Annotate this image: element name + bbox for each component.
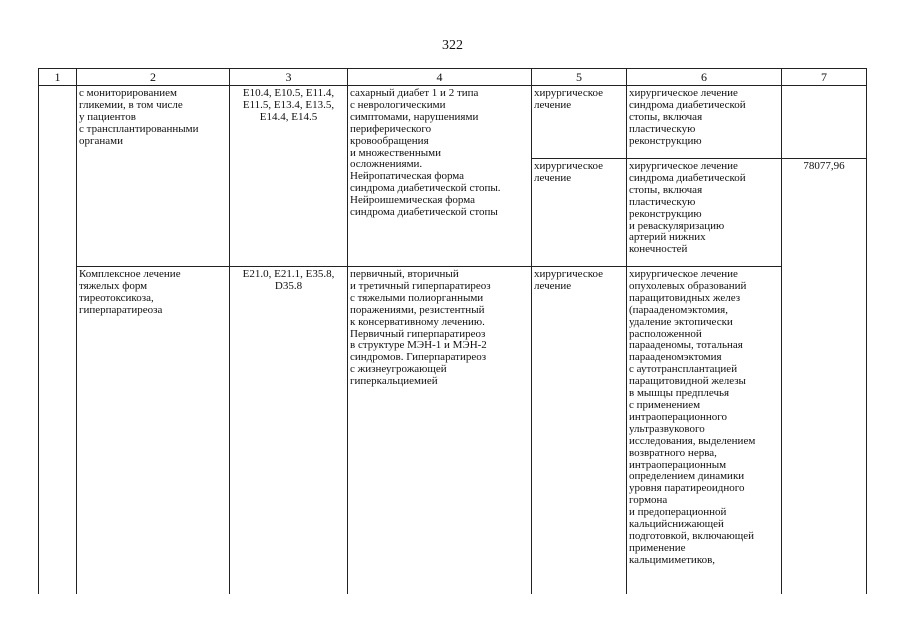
icd-codes-cell: E21.0, E21.1, E35.8, D35.8 xyxy=(230,267,348,595)
treatment-method-cell: хирургическое лечение опухолевых образований паращитовидных желез (парааденомэктомия, удаление эктопически расположенной парааденомы, тотальная парааденомэктомия с аутотрансплантацией паращитовидной железы в мышцы предплечья с применением интраоперационного ультразвукового исследования, выделением возвратного нерва, интраоперационным определением динамики уровня паратиреоидного гормона и предоперационной кальцийснижающей подготовкой, включающей применение кальцимиметиков, xyxy=(627,267,782,595)
patient-model-cell: первичный, вторичный и третичный гиперпаратиреоз с тяжелыми полиорганными поражениями, резистентный к консервативному лечению. Первичный гиперпаратиреоз в структуре МЭН-1 и МЭН-2 синдромов. Гиперпаратиреоз с жизнеугрожающей гиперкальциемией xyxy=(348,267,532,595)
row-index-cell xyxy=(39,86,77,595)
treatment-type-cell: хирургическое лечение xyxy=(532,267,627,595)
treatment-type-cell: хирургическое лечение xyxy=(532,86,627,159)
page-number: 322 xyxy=(442,38,463,53)
column-number-3: 3 xyxy=(230,69,348,86)
column-number-6: 6 xyxy=(627,69,782,86)
patient-model-cell: сахарный диабет 1 и 2 типа с неврологическими симптомами, нарушениями периферического кровообращения и множественными осложнениями. Нейропатическая форма синдрома диабетической стопы. Нейроишемическая форма синдрома диабетической стопы xyxy=(348,86,532,267)
column-number-7: 7 xyxy=(782,69,867,86)
cost-cell xyxy=(782,86,867,159)
column-number-4: 4 xyxy=(348,69,532,86)
treatment-method-cell: хирургическое лечение синдрома диабетической стопы, включая пластическую реконструкцию xyxy=(627,86,782,159)
table-row xyxy=(39,267,867,595)
column-number-5: 5 xyxy=(532,69,627,86)
care-description-cell: Комплексное лечение тяжелых форм тиреотоксикоза, гиперпаратиреоза xyxy=(77,267,230,595)
icd-codes-cell: E10.4, E10.5, E11.4, E11.5, E13.4, E13.5, E14.4, E14.5 xyxy=(230,86,348,267)
column-number-2: 2 xyxy=(77,69,230,86)
cost-cell: 78077,96 xyxy=(782,159,867,595)
treatment-type-cell: хирургическое лечение xyxy=(532,159,627,267)
table-row xyxy=(39,86,867,159)
column-number-1: 1 xyxy=(39,69,77,86)
medical-care-table xyxy=(38,68,867,594)
care-description-cell: с мониторированием гликемии, в том числе у пациентов с трансплантированными органами xyxy=(77,86,230,267)
treatment-method-cell: хирургическое лечение синдрома диабетической стопы, включая пластическую реконструкцию и реваскуляризацию артерий нижних конечностей xyxy=(627,159,782,267)
column-number-row xyxy=(39,69,867,86)
